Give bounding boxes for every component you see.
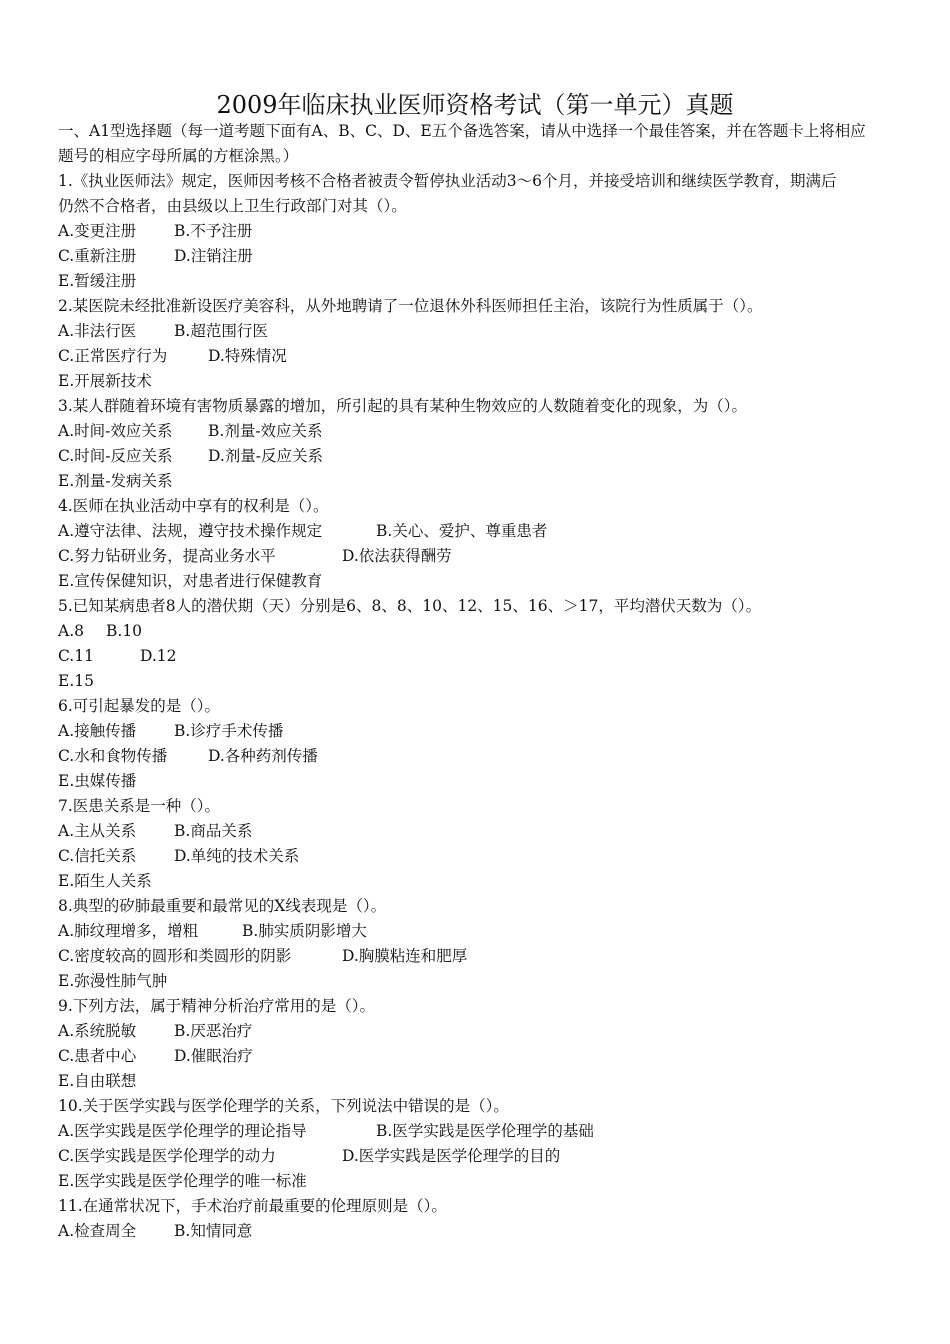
option-c: C.信托关系 — [58, 847, 137, 865]
option-b: B.厌恶治疗 — [174, 1022, 253, 1040]
question-stem: 3.某人群随着环境有害物质暴露的增加，所引起的具有某种生物效应的人数随着变化的现象，为（）。 — [58, 397, 748, 415]
option-row-cd — [58, 744, 898, 769]
option-a: A.接触传播 — [58, 722, 137, 740]
option-row-cd — [58, 944, 898, 969]
option-e: E.陌生人关系 — [58, 872, 152, 890]
option-d: D.12 — [140, 647, 177, 665]
option-a: A.遵守法律、法规，遵守技术操作规定 — [58, 522, 323, 540]
option-row-ab — [58, 719, 898, 744]
option-a: A.医学实践是医学伦理学的理论指导 — [58, 1122, 307, 1140]
option-row-ab — [58, 819, 898, 844]
option-a: A.主从关系 — [58, 822, 137, 840]
option-row-cd — [58, 444, 898, 469]
option-e: E.医学实践是医学伦理学的唯一标准 — [58, 1172, 307, 1190]
option-row-cd — [58, 844, 898, 869]
question-stem: 11.在通常状况下，手术治疗前最重要的伦理原则是（）。 — [58, 1197, 447, 1215]
question-1 — [58, 169, 898, 294]
option-row-ab — [58, 419, 898, 444]
question-stem: 8.典型的矽肺最重要和最常见的X线表现是（）。 — [58, 897, 387, 915]
option-row-e — [58, 769, 898, 794]
option-b: B.医学实践是医学伦理学的基础 — [376, 1122, 594, 1140]
option-c: C.患者中心 — [58, 1047, 137, 1065]
option-b: B.诊疗手术传播 — [174, 722, 284, 740]
question-11 — [58, 1194, 898, 1244]
question-stem: 1.《执业医师法》规定，医师因考核不合格者被责令暂停执业活动3～6个月，并接受培训和继续医学教育，期满后 — [58, 172, 837, 190]
option-d: D.剂量-反应关系 — [208, 447, 324, 465]
question-7 — [58, 794, 898, 894]
option-row-cd — [58, 1144, 898, 1169]
option-d: D.依法获得酬劳 — [342, 547, 452, 565]
option-d: D.各种药剂传播 — [208, 747, 318, 765]
question-10 — [58, 1094, 898, 1194]
option-row-ab — [58, 519, 898, 544]
option-row-e — [58, 569, 898, 594]
option-a: A.变更注册 — [58, 222, 137, 240]
option-b: B.知情同意 — [174, 1222, 253, 1240]
question-8 — [58, 894, 898, 994]
option-e: E.宣传保健知识，对患者进行保健教育 — [58, 572, 323, 590]
option-row-e — [58, 269, 898, 294]
section-intro: 一、A1型选择题（每一道考题下面有A、B、C、D、E五个备选答案，请从中选择一个最佳答案，并在答题卡上将相应 — [58, 122, 866, 140]
question-stem-continued: 仍然不合格者，由县级以上卫生行政部门对其（）。 — [58, 197, 407, 215]
option-row-e — [58, 1069, 898, 1094]
option-b: B.商品关系 — [174, 822, 253, 840]
option-c: C.努力钻研业务，提高业务水平 — [58, 547, 276, 565]
option-b: B.肺实质阴影增大 — [242, 922, 367, 940]
option-a: A.8 — [58, 622, 84, 640]
option-e: E.暂缓注册 — [58, 272, 137, 290]
option-e: E.自由联想 — [58, 1072, 137, 1090]
option-c: C.重新注册 — [58, 247, 137, 265]
option-b: B.剂量-效应关系 — [208, 422, 323, 440]
option-d: D.医学实践是医学伦理学的目的 — [342, 1147, 561, 1165]
option-e: E.弥漫性肺气肿 — [58, 972, 168, 990]
option-d: D.注销注册 — [174, 247, 253, 265]
option-row-cd — [58, 1044, 898, 1069]
question-3 — [58, 394, 898, 494]
page-title: 2009年临床执业医师资格考试（第一单元）真题 — [216, 91, 734, 119]
section-intro-continued: 题号的相应字母所属的方框涂黑。） — [58, 147, 299, 165]
option-c: C.11 — [58, 647, 94, 665]
option-e: E.剂量-发病关系 — [58, 472, 173, 490]
option-e: E.开展新技术 — [58, 372, 152, 390]
question-6 — [58, 694, 898, 794]
option-row-ab — [58, 1019, 898, 1044]
option-e: E.15 — [58, 672, 94, 690]
option-d: D.催眠治疗 — [174, 1047, 253, 1065]
option-a: A.检查周全 — [58, 1222, 137, 1240]
option-c: C.正常医疗行为 — [58, 347, 168, 365]
option-row-e — [58, 369, 898, 394]
option-row-ab — [58, 919, 898, 944]
option-c: C.医学实践是医学伦理学的动力 — [58, 1147, 276, 1165]
option-row-ab — [58, 1119, 898, 1144]
question-4 — [58, 494, 898, 594]
option-b: B.10 — [106, 622, 143, 640]
option-d: D.胸膜粘连和肥厚 — [342, 947, 468, 965]
option-a: A.系统脱敏 — [58, 1022, 137, 1040]
option-row-cd — [58, 644, 898, 669]
option-row-ab — [58, 1219, 898, 1244]
question-9 — [58, 994, 898, 1094]
question-stem: 5.已知某病患者8人的潜伏期（天）分别是6、8、8、10、12、15、16、＞17，平均潜伏天数为（）。 — [58, 597, 762, 615]
option-d: D.单纯的技术关系 — [174, 847, 300, 865]
option-row-ab — [58, 319, 898, 344]
option-row-e — [58, 469, 898, 494]
option-row-cd — [58, 244, 898, 269]
option-row-e — [58, 1169, 898, 1194]
option-d: D.特殊情况 — [208, 347, 287, 365]
option-row-cd — [58, 344, 898, 369]
option-c: C.密度较高的圆形和类圆形的阴影 — [58, 947, 292, 965]
option-row-e — [58, 669, 898, 694]
document-body — [58, 119, 898, 1244]
option-row-ab — [58, 619, 898, 644]
option-e: E.虫媒传播 — [58, 772, 137, 790]
question-2 — [58, 294, 898, 394]
question-5 — [58, 594, 898, 694]
question-stem: 9.下列方法，属于精神分析治疗常用的是（）。 — [58, 997, 376, 1015]
option-row-e — [58, 969, 898, 994]
question-stem: 7.医患关系是一种（）。 — [58, 797, 221, 815]
option-a: A.时间-效应关系 — [58, 422, 173, 440]
option-b: B.关心、爱护、尊重患者 — [376, 522, 548, 540]
option-row-ab — [58, 219, 898, 244]
option-a: A.非法行医 — [58, 322, 137, 340]
option-a: A.肺纹理增多，增粗 — [58, 922, 199, 940]
option-row-e — [58, 869, 898, 894]
question-stem: 2.某医院未经批准新设医疗美容科，从外地聘请了一位退休外科医师担任主治，该院行为性质属于（）。 — [58, 297, 763, 315]
option-row-cd — [58, 544, 898, 569]
question-stem: 4.医师在执业活动中享有的权利是（）。 — [58, 497, 329, 515]
question-stem: 6.可引起暴发的是（）。 — [58, 697, 221, 715]
option-c: C.水和食物传播 — [58, 747, 168, 765]
option-b: B.超范围行医 — [174, 322, 268, 340]
question-stem: 10.关于医学实践与医学伦理学的关系，下列说法中错误的是（）。 — [58, 1097, 509, 1115]
option-b: B.不予注册 — [174, 222, 253, 240]
option-c: C.时间-反应关系 — [58, 447, 173, 465]
